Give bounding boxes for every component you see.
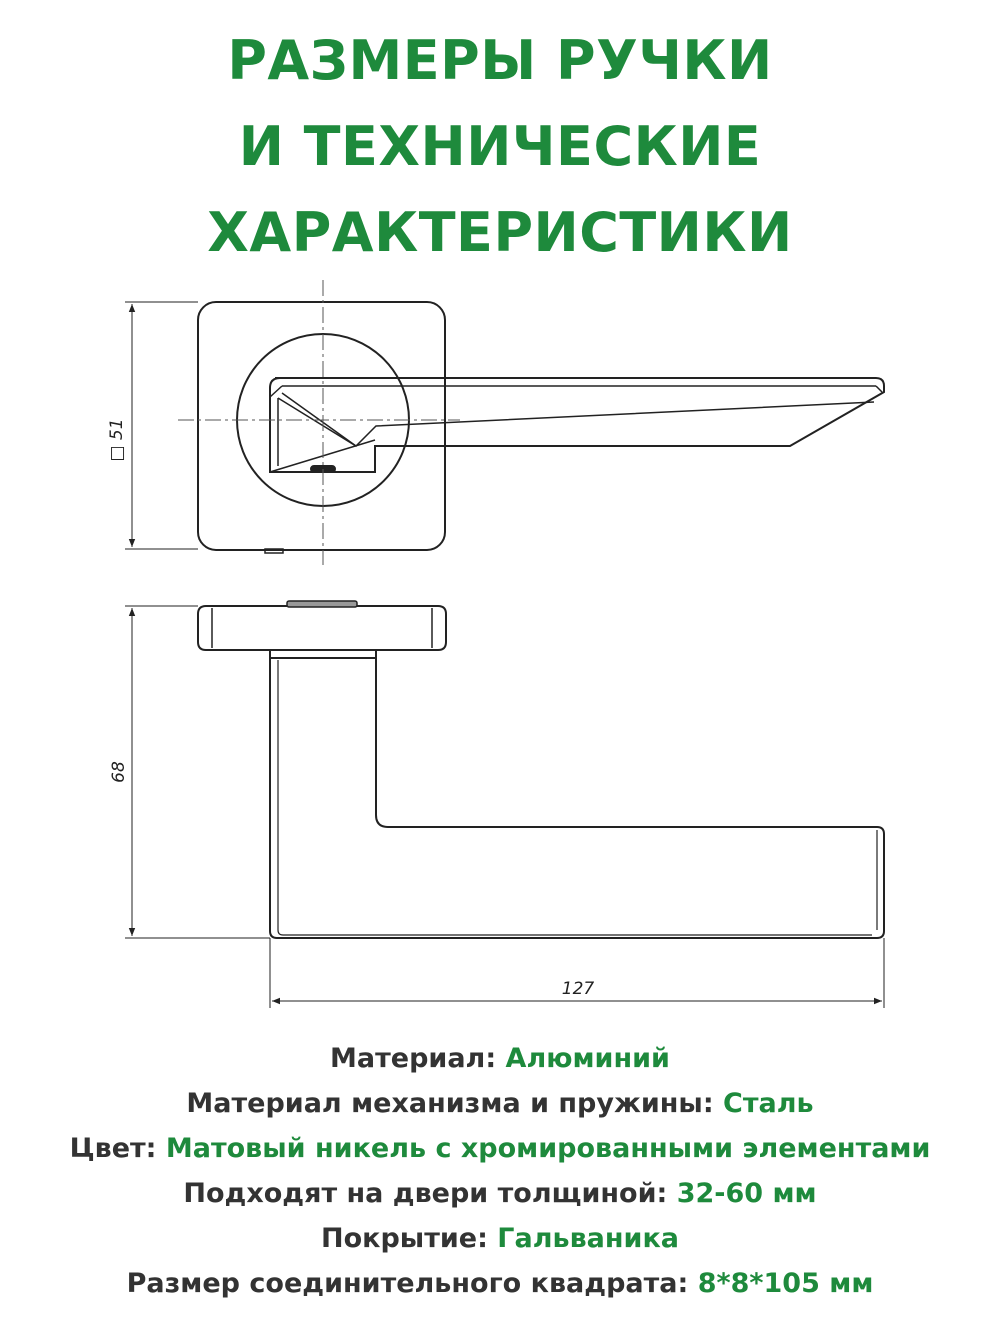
- dimension-rosette-label: □ 51: [107, 418, 127, 462]
- neck-collar: [270, 650, 376, 658]
- spec-label: Подходят на двери толщиной:: [183, 1178, 668, 1209]
- spec-row-color: [0, 1126, 1000, 1171]
- specs-list: [0, 1036, 1000, 1306]
- spec-value: 8*8*105 мм: [697, 1268, 874, 1299]
- spec-value: Матовый никель с хромированными элементами: [165, 1133, 931, 1164]
- dimension-rosette: [125, 302, 198, 549]
- spec-value: Алюминий: [505, 1043, 670, 1074]
- spec-label: Цвет:: [69, 1133, 157, 1164]
- spec-row-spindle: [0, 1261, 1000, 1306]
- lever-tip-line: [876, 386, 882, 392]
- side-lever: [270, 658, 884, 938]
- lever-body: [270, 378, 884, 472]
- spec-value: 32-60 мм: [676, 1178, 817, 1209]
- spec-value: Гальваника: [497, 1223, 679, 1254]
- lever-diagonal-bottom: [278, 398, 874, 446]
- spec-row-door-thickness: [0, 1171, 1000, 1216]
- spec-label: Материал механизма и пружины:: [186, 1088, 714, 1119]
- title-line-3: ХАРАКТЕРИСТИКИ: [207, 201, 793, 264]
- title-line-1: РАЗМЕРЫ РУЧКИ: [227, 29, 773, 92]
- dimension-height: [125, 606, 270, 938]
- lever-inner-edge: [270, 386, 282, 397]
- spec-row-mechanism: [0, 1081, 1000, 1126]
- rosette-plate: [198, 606, 446, 650]
- spec-row-material: [0, 1036, 1000, 1081]
- side-view: [198, 601, 884, 938]
- dimension-height-label: 68: [109, 761, 129, 783]
- spec-label: Размер соединительного квадрата:: [126, 1268, 689, 1299]
- front-view: [198, 302, 884, 553]
- spindle-cap: [287, 601, 357, 607]
- title-line-2: И ТЕХНИЧЕСКИЕ: [238, 115, 762, 178]
- spec-label: Покрытие:: [320, 1223, 488, 1254]
- dimension-length-label: 127: [561, 979, 595, 999]
- spec-row-coating: [0, 1216, 1000, 1261]
- spec-label: Материал:: [330, 1043, 497, 1074]
- spec-value: Сталь: [723, 1088, 814, 1119]
